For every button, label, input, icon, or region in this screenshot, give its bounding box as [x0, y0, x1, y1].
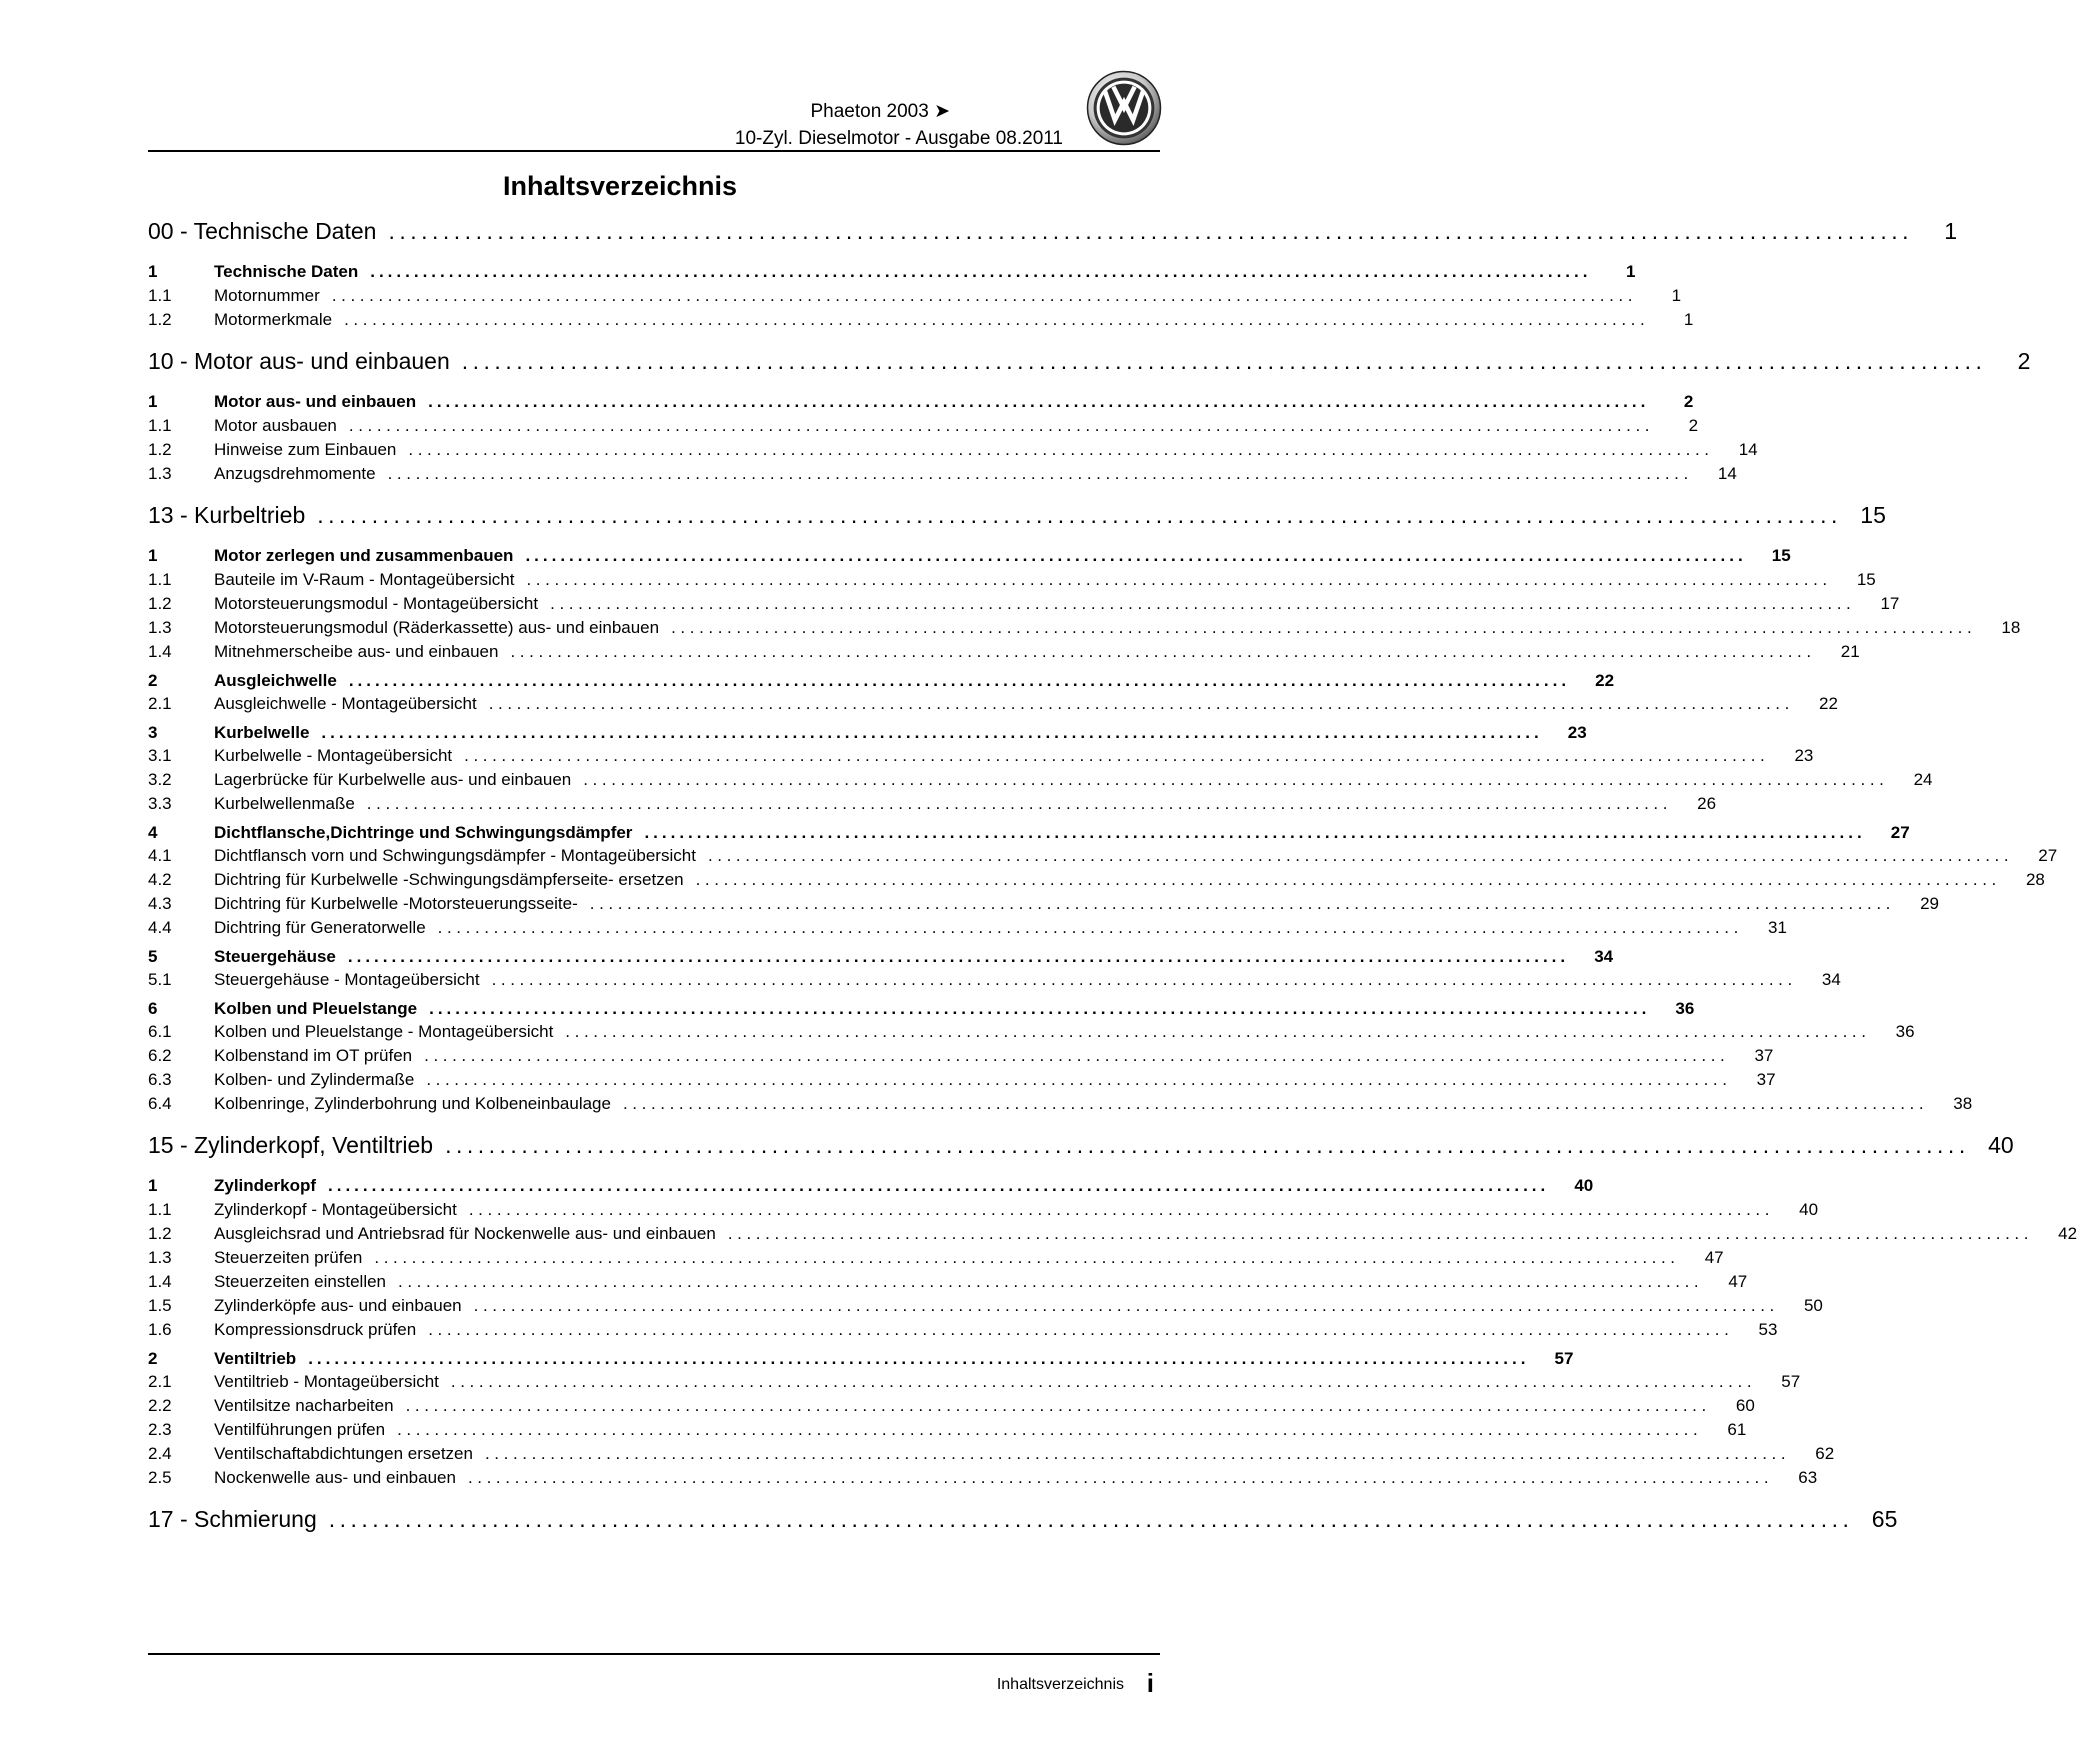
toc-entry-label: Zylinderköpfe aus- und einbauen: [214, 1296, 462, 1315]
toc-dot-leader: ............................................................................................................................................: [405, 1396, 1711, 1415]
toc-chapter-row[interactable]: [148, 348, 2031, 375]
toc-entry-number: 1.1: [148, 1200, 172, 1219]
toc-page-number: 36: [1675, 999, 1695, 1018]
toc-entry-number: 4.2: [148, 870, 172, 889]
toc-page-number: 65: [1871, 1506, 1898, 1532]
toc-page-number: 18: [2001, 618, 2021, 637]
toc-entry-label: Ventilführungen prüfen: [214, 1420, 386, 1439]
toc-entry-number: 2.2: [148, 1396, 172, 1415]
toc-entry-label: Lagerbrücke für Kurbelwelle aus- und einbauen: [214, 770, 572, 789]
toc-dot-leader: ............................................................................................................................................: [727, 1224, 2034, 1243]
toc-entry-label: Motorsteuerungsmodul (Räderkassette) aus- und einbauen: [214, 618, 660, 637]
toc-subsection-row[interactable]: [148, 1320, 1778, 1340]
toc-subsection-row[interactable]: [148, 464, 1737, 484]
toc-page-number: 34: [1821, 970, 1841, 989]
toc-dot-leader: ............................................................................................................................................: [437, 918, 1743, 937]
toc-entry-label: 10 - Motor aus- und einbauen: [148, 348, 450, 374]
toc-page-number: 2: [1683, 392, 1694, 411]
toc-subsection-row[interactable]: [148, 918, 1787, 938]
toc-entry-label: 15 - Zylinderkopf, Ventiltrieb: [148, 1132, 434, 1158]
toc-entry-number: 1: [148, 262, 158, 281]
toc-section-row[interactable]: [148, 723, 1587, 743]
footer-label: Inhaltsverzeichnis: [996, 1676, 1124, 1693]
toc-chapter-row[interactable]: [148, 1132, 2014, 1159]
toc-entry-label: Zylinderkopf - Montageübersicht: [214, 1200, 457, 1219]
toc-entry-label: Steuerzeiten einstellen: [214, 1272, 387, 1291]
toc-dot-leader: ............................................................................................................................................: [622, 1094, 1929, 1113]
toc-entry-number: 1.2: [148, 1224, 172, 1243]
toc-page-number: 14: [1738, 440, 1758, 459]
toc-dot-leader: ............................................................................................................................................: [644, 823, 1866, 842]
toc-entry-label: Anzugsdrehmomente: [214, 464, 376, 483]
toc-dot-leader: ............................................................................................................................................: [491, 970, 1797, 989]
toc-dot-leader: ............................................................................................................................................: [473, 1296, 1779, 1315]
toc-page-number: 1: [1944, 218, 1958, 244]
toc-entry-label: Steuergehäuse: [214, 947, 336, 966]
toc-dot-leader: ............................................................................................................................................: [484, 1444, 1791, 1463]
toc-entry-label: 00 - Technische Daten: [148, 218, 377, 244]
header-model: Phaeton 2003 ➤: [810, 101, 950, 122]
toc-entry-label: Kolben- und Zylindermaße: [214, 1070, 415, 1089]
toc-page-number: 21: [1840, 642, 1860, 661]
toc-dot-leader: ............................................................................................................................................: [344, 310, 1650, 329]
toc-entry-number: 1: [148, 1176, 158, 1195]
toc-entry-number: 2: [148, 1349, 158, 1368]
toc-dot-leader: ............................................................................................................................................: [366, 794, 1673, 813]
toc-entry-label: Nockenwelle aus- und einbauen: [214, 1468, 456, 1487]
toc-dot-leader: ............................................................................................................................................: [488, 694, 1794, 713]
toc-section-row[interactable]: [148, 947, 1614, 967]
toc-page-number: 36: [1895, 1022, 1915, 1041]
toc-subsection-row[interactable]: [148, 1372, 1801, 1392]
toc-page-number: 15: [1856, 570, 1876, 589]
toc-entry-label: Kurbelwelle - Montageübersicht: [214, 746, 453, 765]
toc-dot-leader: ............................................................................................................................................: [428, 1320, 1734, 1339]
toc-page-number: 42: [2058, 1224, 2077, 1243]
toc-section-row[interactable]: [148, 262, 1636, 282]
toc-subsection-row[interactable]: [148, 642, 1860, 662]
toc-subsection-row[interactable]: [148, 1224, 2077, 1244]
toc-section-row[interactable]: [148, 999, 1695, 1019]
toc-entry-number: 1.2: [148, 310, 172, 329]
toc-page-number: 27: [2038, 846, 2058, 865]
toc-page-number: 23: [1567, 723, 1587, 742]
toc-dot-leader: ............................................................................................................................................: [468, 1200, 1775, 1219]
toc-subsection-row[interactable]: [148, 1272, 1748, 1292]
toc-entry-label: Ventilschaftabdichtungen ersetzen: [214, 1444, 473, 1463]
toc-dot-leader: ............................................................................................................................................: [424, 1046, 1730, 1065]
toc-entry-label: Bauteile im V-Raum - Montageübersicht: [214, 570, 515, 589]
toc-page-number: 1: [1671, 286, 1682, 305]
toc-entry-label: Hinweise zum Einbauen: [214, 440, 397, 459]
toc-entry-label: Kurbelwelle: [214, 723, 310, 742]
toc-dot-leader: ............................................................................................................................................: [526, 570, 1832, 589]
toc-entry-label: Dichtflansche,Dichtringe und Schwingungsdämpfer: [214, 823, 633, 842]
toc-page-number: 23: [1794, 746, 1814, 765]
toc-subsection-row[interactable]: [148, 1444, 1835, 1464]
toc-entry-number: 1.2: [148, 594, 172, 613]
toc-entry-label: Motornummer: [214, 286, 320, 305]
toc-entry-number: 1.1: [148, 286, 172, 305]
toc-page-number: 2: [2017, 348, 2031, 374]
toc-entry-number: 4.1: [148, 846, 172, 865]
toc-subsection-row[interactable]: [148, 1070, 1776, 1090]
toc-subsection-row[interactable]: [148, 618, 2021, 638]
toc-chapter-row[interactable]: [148, 502, 1886, 529]
toc-page-number: 15: [1860, 502, 1886, 528]
toc-dot-leader: ............................................................................................................................................: [428, 392, 1650, 411]
toc-page-number: 40: [1574, 1176, 1594, 1195]
toc-subsection-row[interactable]: [148, 1200, 1819, 1220]
toc-page-number: 57: [1781, 1372, 1801, 1391]
toc-page-number: 15: [1771, 546, 1791, 565]
toc-entry-label: Ventiltrieb - Montageübersicht: [214, 1372, 439, 1391]
toc-dot-leader: ............................................................................................................................................: [426, 1070, 1732, 1089]
toc-entry-label: Ventilsitze nacharbeiten: [214, 1396, 394, 1415]
toc-page-number: 60: [1735, 1396, 1755, 1415]
toc-subsection-row[interactable]: [148, 870, 2045, 890]
toc-dot-leader: ............................................................................................................................................: [695, 870, 2001, 889]
toc-section-row[interactable]: [148, 392, 1694, 412]
toc-entry-number: 1.6: [148, 1320, 172, 1339]
toc-subsection-row[interactable]: [148, 1420, 1747, 1440]
toc-entry-number: 5: [148, 947, 158, 966]
toc-subsection-row[interactable]: [148, 770, 1933, 790]
toc-dot-leader: ............................................................................................................................................: [374, 1248, 1680, 1267]
toc-subsection-row[interactable]: [148, 570, 1876, 590]
toc-entry-number: 1: [148, 546, 158, 565]
toc-entry-number: 3.3: [148, 794, 172, 813]
toc-entry-label: Kolben und Pleuelstange - Montageübersicht: [214, 1022, 554, 1041]
toc-dot-leader: ............................................................................................................................................: [328, 1506, 1854, 1532]
toc-subsection-row[interactable]: [148, 894, 1940, 914]
toc-entry-label: Technische Daten: [214, 262, 359, 281]
toc-entry-label: Zylinderkopf: [214, 1176, 317, 1195]
toc-page-number: 63: [1798, 1468, 1818, 1487]
toc-subsection-row[interactable]: [148, 1296, 1823, 1316]
toc-entry-number: 1.1: [148, 570, 172, 589]
toc-dot-leader: ............................................................................................................................................: [445, 1132, 1970, 1158]
toc-entry-number: 6: [148, 999, 158, 1018]
toc-entry-number: 1.1: [148, 416, 172, 435]
toc-entry-number: 1.4: [148, 642, 172, 661]
toc-chapter-row[interactable]: [148, 1506, 1898, 1533]
toc-entry-number: 1.3: [148, 618, 172, 637]
toc-entry-label: Motormerkmale: [214, 310, 333, 329]
footer-page-number: i: [1146, 1668, 1154, 1698]
toc-page-number: 22: [1819, 694, 1838, 713]
toc-entry-number: 2.1: [148, 694, 172, 713]
toc-subsection-row[interactable]: [148, 286, 1682, 306]
toc-dot-leader: ............................................................................................................................................: [348, 416, 1655, 435]
header-rule: [148, 150, 1160, 152]
toc-page-number: 22: [1595, 671, 1615, 690]
toc-page-number: 27: [1890, 823, 1910, 842]
toc-dot-leader: ............................................................................................................................................: [328, 1176, 1550, 1195]
toc-entry-number: 1.5: [148, 1296, 172, 1315]
toc-dot-leader: ............................................................................................................................................: [398, 1272, 1704, 1291]
toc-page-number: 14: [1717, 464, 1737, 483]
toc-section-row[interactable]: [148, 823, 1910, 843]
toc-subsection-row[interactable]: [148, 1022, 1915, 1042]
toc-dot-leader: ............................................................................................................................................: [317, 502, 1842, 528]
toc-page-number: 47: [1728, 1272, 1748, 1291]
toc-section-row[interactable]: [148, 546, 1791, 566]
toc-entry-number: 1.2: [148, 440, 172, 459]
toc-dot-leader: ............................................................................................................................................: [525, 546, 1747, 565]
toc-entry-number: 3: [148, 723, 158, 742]
toc-entry-number: 1: [148, 392, 158, 411]
toc-entry-label: Kolbenstand im OT prüfen: [214, 1046, 413, 1065]
toc-entry-number: 4: [148, 823, 158, 842]
toc-dot-leader: ............................................................................................................................................: [707, 846, 2014, 865]
toc-dot-leader: ............................................................................................................................................: [348, 671, 1571, 690]
toc-dot-leader: ............................................................................................................................................: [388, 218, 1914, 244]
toc-subsection-row[interactable]: [148, 694, 1838, 714]
toc-page-number: 17: [1880, 594, 1900, 613]
toc-entry-label: Dichtring für Generatorwelle: [214, 918, 426, 937]
toc-dot-leader: ............................................................................................................................................: [461, 348, 1987, 374]
toc-entry-label: Kompressionsdruck prüfen: [214, 1320, 417, 1339]
toc-page-number: 50: [1803, 1296, 1823, 1315]
toc-entry-label: Motor aus- und einbauen: [214, 392, 417, 411]
toc-subsection-row[interactable]: [148, 416, 1699, 436]
toc-entry-label: Dichtflansch vorn und Schwingungsdämpfer - Montageübersicht: [214, 846, 696, 865]
toc-page-number: 53: [1758, 1320, 1778, 1339]
toc-entry-label: Kolben und Pleuelstange: [214, 999, 418, 1018]
toc-dot-leader: ............................................................................................................................................: [331, 286, 1638, 305]
toc-entry-label: Steuerzeiten prüfen: [214, 1248, 363, 1267]
toc-page-number: 31: [1767, 918, 1787, 937]
toc-subsection-row[interactable]: [148, 794, 1717, 814]
toc-subsection-row[interactable]: [148, 970, 1841, 990]
toc-page-number: 57: [1554, 1349, 1574, 1368]
toc-page-number: 38: [1953, 1094, 1973, 1113]
toc-subsection-row[interactable]: [148, 440, 1758, 460]
toc-dot-leader: ............................................................................................................................................: [308, 1349, 1530, 1368]
toc-entry-label: Ventiltrieb: [214, 1349, 297, 1368]
toc-page-number: 24: [1913, 770, 1933, 789]
toc-chapter-row[interactable]: [148, 218, 1958, 245]
toc-dot-leader: ............................................................................................................................................: [583, 770, 1889, 789]
toc-page-number: 1: [1683, 310, 1694, 329]
toc-entry-label: Dichtring für Kurbelwelle -Schwingungsdämpferseite- ersetzen: [214, 870, 684, 889]
toc-entry-label: Ausgleichwelle: [214, 671, 337, 690]
toc-entry-number: 1.3: [148, 464, 172, 483]
toc-page-number: 28: [2025, 870, 2045, 889]
toc-page-number: 40: [1799, 1200, 1819, 1219]
toc-page-number: 37: [1754, 1046, 1774, 1065]
toc-entry-label: Dichtring für Kurbelwelle -Motorsteuerungsseite-: [214, 894, 578, 913]
toc-entry-label: Mitnehmerscheibe aus- und einbauen: [214, 642, 499, 661]
toc-page-number: 62: [1815, 1444, 1835, 1463]
toc-dot-leader: ............................................................................................................................................: [370, 262, 1592, 281]
toc-entry-number: 2.3: [148, 1420, 172, 1439]
toc-section-row[interactable]: [148, 1176, 1594, 1196]
toc-dot-leader: ............................................................................................................................................: [467, 1468, 1774, 1487]
toc-subsection-row[interactable]: [148, 1468, 1818, 1488]
toc-entry-label: Motor zerlegen und zusammenbauen: [214, 546, 514, 565]
toc-entry-label: Kurbelwellenmaße: [214, 794, 355, 813]
toc-entry-number: 2.1: [148, 1372, 172, 1391]
toc-entry-label: Motorsteuerungsmodul - Montageübersicht: [214, 594, 539, 613]
toc-section-row[interactable]: [148, 1349, 1574, 1369]
toc-subsection-row[interactable]: [148, 1396, 1755, 1416]
toc-dot-leader: ............................................................................................................................................: [589, 894, 1896, 913]
footer-rule: [148, 1653, 1160, 1655]
toc-dot-leader: ............................................................................................................................................: [321, 723, 1543, 742]
toc-dot-leader: ............................................................................................................................................: [510, 642, 1816, 661]
toc-entry-number: 2: [148, 671, 158, 690]
toc-entry-number: 3.1: [148, 746, 172, 765]
toc-entry-label: Ausgleichsrad und Antriebsrad für Nockenwelle aus- und einbauen: [214, 1224, 716, 1243]
toc-page-number: 61: [1727, 1420, 1747, 1439]
page-title: Inhaltsverzeichnis: [502, 171, 738, 201]
toc-entry-number: 6.2: [148, 1046, 172, 1065]
toc-dot-leader: ............................................................................................................................................: [565, 1022, 1871, 1041]
toc-page-number: 40: [1988, 1132, 2014, 1158]
toc-page-number: 26: [1697, 794, 1717, 813]
toc-dot-leader: ............................................................................................................................................: [429, 999, 1651, 1018]
toc-subsection-row[interactable]: [148, 310, 1694, 330]
toc-dot-leader: ............................................................................................................................................: [671, 618, 1977, 637]
toc-subsection-row[interactable]: [148, 594, 1900, 614]
toc-entry-number: 2.5: [148, 1468, 172, 1487]
toc-entry-label: Kolbenringe, Zylinderbohrung und Kolbeneinbaulage: [214, 1094, 611, 1113]
toc-dot-leader: ............................................................................................................................................: [450, 1372, 1757, 1391]
toc-subsection-row[interactable]: [148, 1094, 1973, 1114]
toc-subsection-row[interactable]: [148, 746, 1814, 766]
toc-dot-leader: ............................................................................................................................................: [408, 440, 1714, 459]
toc-entry-number: 4.4: [148, 918, 172, 937]
toc-page-number: 37: [1756, 1070, 1776, 1089]
toc-page-number: 29: [1920, 894, 1940, 913]
toc-entry-label: Motor ausbauen: [214, 416, 337, 435]
toc-page-number: 47: [1704, 1248, 1724, 1267]
toc-entry-number: 5.1: [148, 970, 172, 989]
toc-subsection-row[interactable]: [148, 1248, 1724, 1268]
toc-entry-label: 17 - Schmierung: [148, 1506, 317, 1532]
vw-logo-icon: [1086, 70, 1162, 146]
toc-dot-leader: ............................................................................................................................................: [397, 1420, 1703, 1439]
toc-page-number: 2: [1688, 416, 1699, 435]
toc-entry-number: 2.4: [148, 1444, 172, 1463]
toc-entry-number: 3.2: [148, 770, 172, 789]
toc-entry-number: 6.4: [148, 1094, 172, 1113]
toc-entry-number: 1.4: [148, 1272, 172, 1291]
toc-entry-number: 6.1: [148, 1022, 172, 1041]
toc-dot-leader: ............................................................................................................................................: [347, 947, 1570, 966]
toc-entry-label: Ausgleichwelle - Montageübersicht: [214, 694, 477, 713]
toc-entry-number: 1.3: [148, 1248, 172, 1267]
toc-page-number: 34: [1594, 947, 1614, 966]
toc-subsection-row[interactable]: [148, 846, 2058, 866]
toc-dot-leader: ............................................................................................................................................: [550, 594, 1856, 613]
toc-subsection-row[interactable]: [148, 1046, 1774, 1066]
toc-dot-leader: ............................................................................................................................................: [464, 746, 1770, 765]
header-edition: 10-Zyl. Dieselmotor - Ausgabe 08.2011: [734, 128, 1063, 149]
toc-page-number: 1: [1626, 262, 1636, 281]
toc-entry-number: 6.3: [148, 1070, 172, 1089]
toc-entry-label: Steuergehäuse - Montageübersicht: [214, 970, 480, 989]
toc-entry-label: 13 - Kurbeltrieb: [148, 502, 306, 528]
toc-dot-leader: ............................................................................................................................................: [387, 464, 1693, 483]
toc-section-row[interactable]: [148, 671, 1615, 691]
toc-entry-number: 4.3: [148, 894, 172, 913]
